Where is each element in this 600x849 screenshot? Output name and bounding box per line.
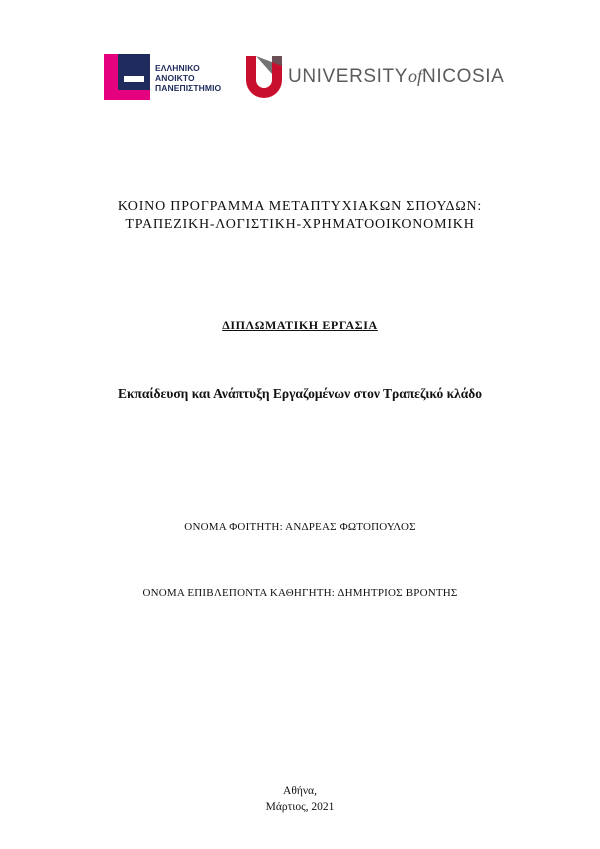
unic-prefix: UNIVERSITY bbox=[288, 66, 409, 87]
hellenic-open-university-wordmark bbox=[155, 63, 221, 93]
university-of-nicosia-wordmark bbox=[288, 66, 504, 88]
supervisor-name: ΟΝΟΜΑ ΕΠΙΒΛΕΠΟΝΤΑ ΚΑΘΗΓΗΤΗ: ΔΗΜΗΤΡΙΟΣ ΒΡΟΝΤΗΣ bbox=[142, 587, 458, 599]
eap-line-2: ΑΝΟΙΚΤΟ bbox=[155, 73, 195, 83]
program-line-1: ΚΟΙΝΟ ΠΡΟΓΡΑΜΜΑ ΜΕΤΑΠΤΥΧΙΑΚΩΝ ΣΠΟΥΔΩΝ: bbox=[117, 199, 483, 214]
place-date bbox=[0, 783, 600, 815]
unic-suffix: NICOSIA bbox=[422, 66, 505, 87]
date: Μάρτιος, 2021 bbox=[265, 801, 335, 813]
university-of-nicosia-logo bbox=[246, 56, 282, 98]
unic-of: of bbox=[408, 66, 423, 86]
thesis-label: ΔΙΠΛΩΜΑΤΙΚΗ ΕΡΓΑΣΙΑ bbox=[222, 318, 378, 332]
program-title bbox=[0, 198, 600, 234]
logos-header bbox=[104, 52, 504, 104]
eap-line-1: ΕΛΛΗΝΙΚΟ bbox=[155, 63, 200, 73]
city: Αθήνα, bbox=[283, 785, 317, 797]
eap-line-3: ΠΑΝΕΠΙΣΤΗΜΙΟ bbox=[155, 83, 222, 93]
hellenic-open-university-logo bbox=[104, 54, 150, 100]
thesis-title: Εκπαίδευση και Ανάπτυξη Εργαζομένων στον Τραπεζικό κλάδο bbox=[117, 386, 483, 401]
student-name: ΟΝΟΜΑ ΦΟΙΤΗΤΗ: ΑΝΔΡΕΑΣ ΦΩΤΟΠΟΥΛΟΣ bbox=[184, 521, 416, 533]
program-line-2: ΤΡΑΠΕΖΙΚΗ-ΛΟΓΙΣΤΙΚΗ-ΧΡΗΜΑΤΟΟΙΚΟΝΟΜΙΚΗ bbox=[125, 217, 475, 232]
